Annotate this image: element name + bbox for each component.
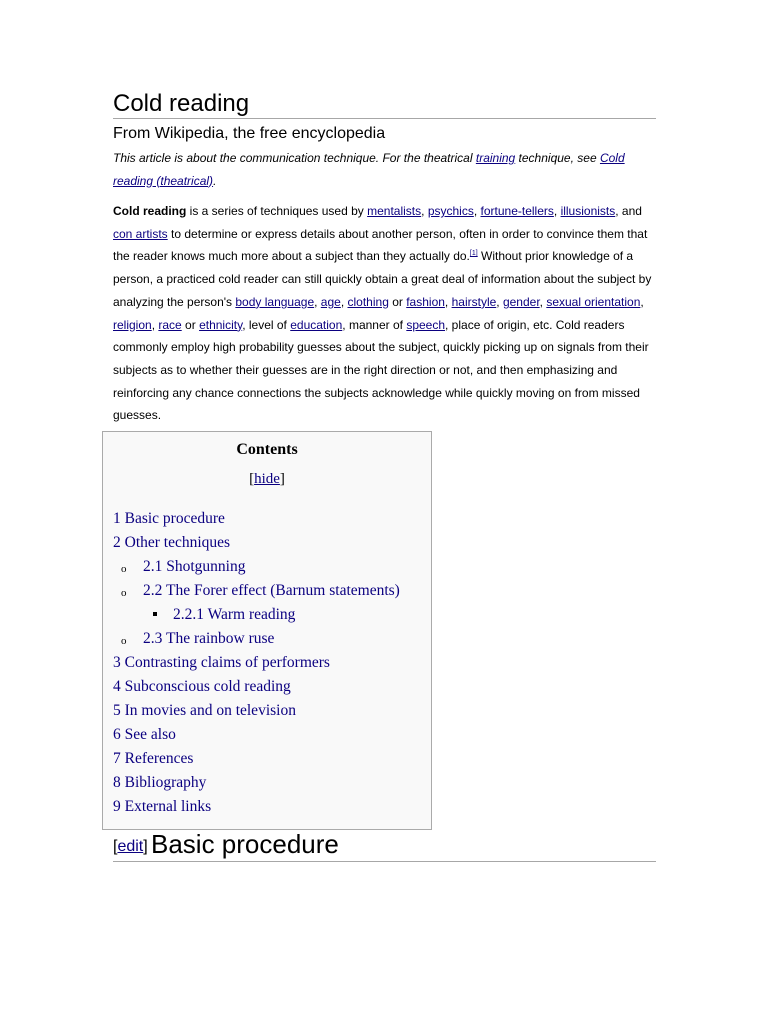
toc-item-warm-reading[interactable]: 2.2.1 Warm reading <box>173 606 296 623</box>
toc-title: Contents <box>236 441 298 458</box>
hatnote: This article is about the communication technique. For the theatrical training technique, see Cold reading (theatrical). <box>113 151 625 188</box>
section-title: Basic procedure <box>151 829 339 859</box>
toc-item-movies-television[interactable]: 5 In movies and on television <box>113 702 296 719</box>
link-ethnicity[interactable]: ethnicity <box>199 317 243 332</box>
toc-item-see-also[interactable]: 6 See also <box>113 726 176 743</box>
section-edit: [edit] <box>113 838 148 855</box>
toc-item-other-techniques[interactable]: 2 Other techniques <box>113 534 231 551</box>
page-title: Cold reading <box>113 89 656 119</box>
link-training[interactable]: training <box>475 151 516 165</box>
link-age[interactable]: age <box>320 294 341 309</box>
link-race[interactable]: race <box>158 317 182 332</box>
lead-bold-term: Cold reading <box>113 204 187 218</box>
link-religion[interactable]: religion <box>113 317 152 332</box>
page-tagline: From Wikipedia, the free encyclopedia <box>113 125 386 142</box>
link-fortune-tellers[interactable]: fortune-tellers <box>480 204 554 218</box>
toc-item-subconscious-cold-reading[interactable]: 4 Subconscious cold reading <box>113 678 291 695</box>
link-cold-reading-theatrical[interactable]: Cold reading (theatrical) <box>113 151 625 188</box>
toc-bullet-circle: o <box>121 587 127 599</box>
toc-hide-toggle: [hide] <box>249 471 285 487</box>
link-mentalists[interactable]: mentalists <box>367 204 422 218</box>
toc-item-basic-procedure[interactable]: 1 Basic procedure <box>113 510 225 527</box>
toc-item-shotgunning[interactable]: 2.1 Shotgunning <box>143 558 246 575</box>
toc-bullet-circle: o <box>121 635 127 647</box>
toc-item-external-links[interactable]: 9 External links <box>113 798 212 815</box>
toc-item-bibliography[interactable]: 8 Bibliography <box>113 774 207 791</box>
toc-item-forer-effect[interactable]: 2.2 The Forer effect (Barnum statements) <box>143 582 400 599</box>
link-education[interactable]: education <box>290 317 343 332</box>
toc-bullet-circle: o <box>121 563 127 575</box>
table-of-contents <box>102 431 432 830</box>
link-gender[interactable]: gender <box>502 294 540 309</box>
toc-item-references[interactable]: 7 References <box>113 750 194 767</box>
link-con-artists[interactable]: con artists <box>113 226 168 241</box>
toc-bullet-square <box>153 612 157 616</box>
link-hairstyle[interactable]: hairstyle <box>451 294 497 309</box>
section-edit-link[interactable]: edit <box>117 838 144 855</box>
toc-item-contrasting-claims[interactable]: 3 Contrasting claims of performers <box>113 654 330 671</box>
link-sexual-orientation[interactable]: sexual orientation <box>546 294 641 309</box>
link-psychics[interactable]: psychics <box>427 204 474 218</box>
link-illusionists[interactable]: illusionists <box>560 204 616 218</box>
link-clothing[interactable]: clothing <box>347 294 389 309</box>
reference-1[interactable]: [1] <box>469 250 478 258</box>
toc-item-rainbow-ruse[interactable]: 2.3 The rainbow ruse <box>143 630 275 647</box>
link-speech[interactable]: speech <box>406 317 446 332</box>
link-fashion[interactable]: fashion <box>406 294 445 309</box>
lead-paragraph: Cold reading is a series of techniques used by mentalists, psychics, fortune-tellers, illusionists, and con artists to determine or express details about another person, often in order to convince them that the reader knows much more about a subject than they actually do.[1] Without prior knowledge of a person, a practiced cold reader can still quickly obtain a great deal of information about the subject by analyzing the person's body language, age, clothing or fashion, hairstyle, gender, sexual orientation, religion, race or ethnicity, level of education, manner of speech, place of origin, etc. Cold readers commonly employ high probability guesses about the subject, quickly picking up on signals from their subjects as to whether their guesses are in the right direction or not, and then emphasizing and reinforcing any chance connections the subjects acknowledge while quickly moving on from missed guesses. <box>113 204 652 423</box>
link-body-language[interactable]: body language <box>235 294 315 309</box>
toc-hide-link[interactable]: hide <box>254 471 280 487</box>
section-heading-basic-procedure <box>113 829 656 862</box>
